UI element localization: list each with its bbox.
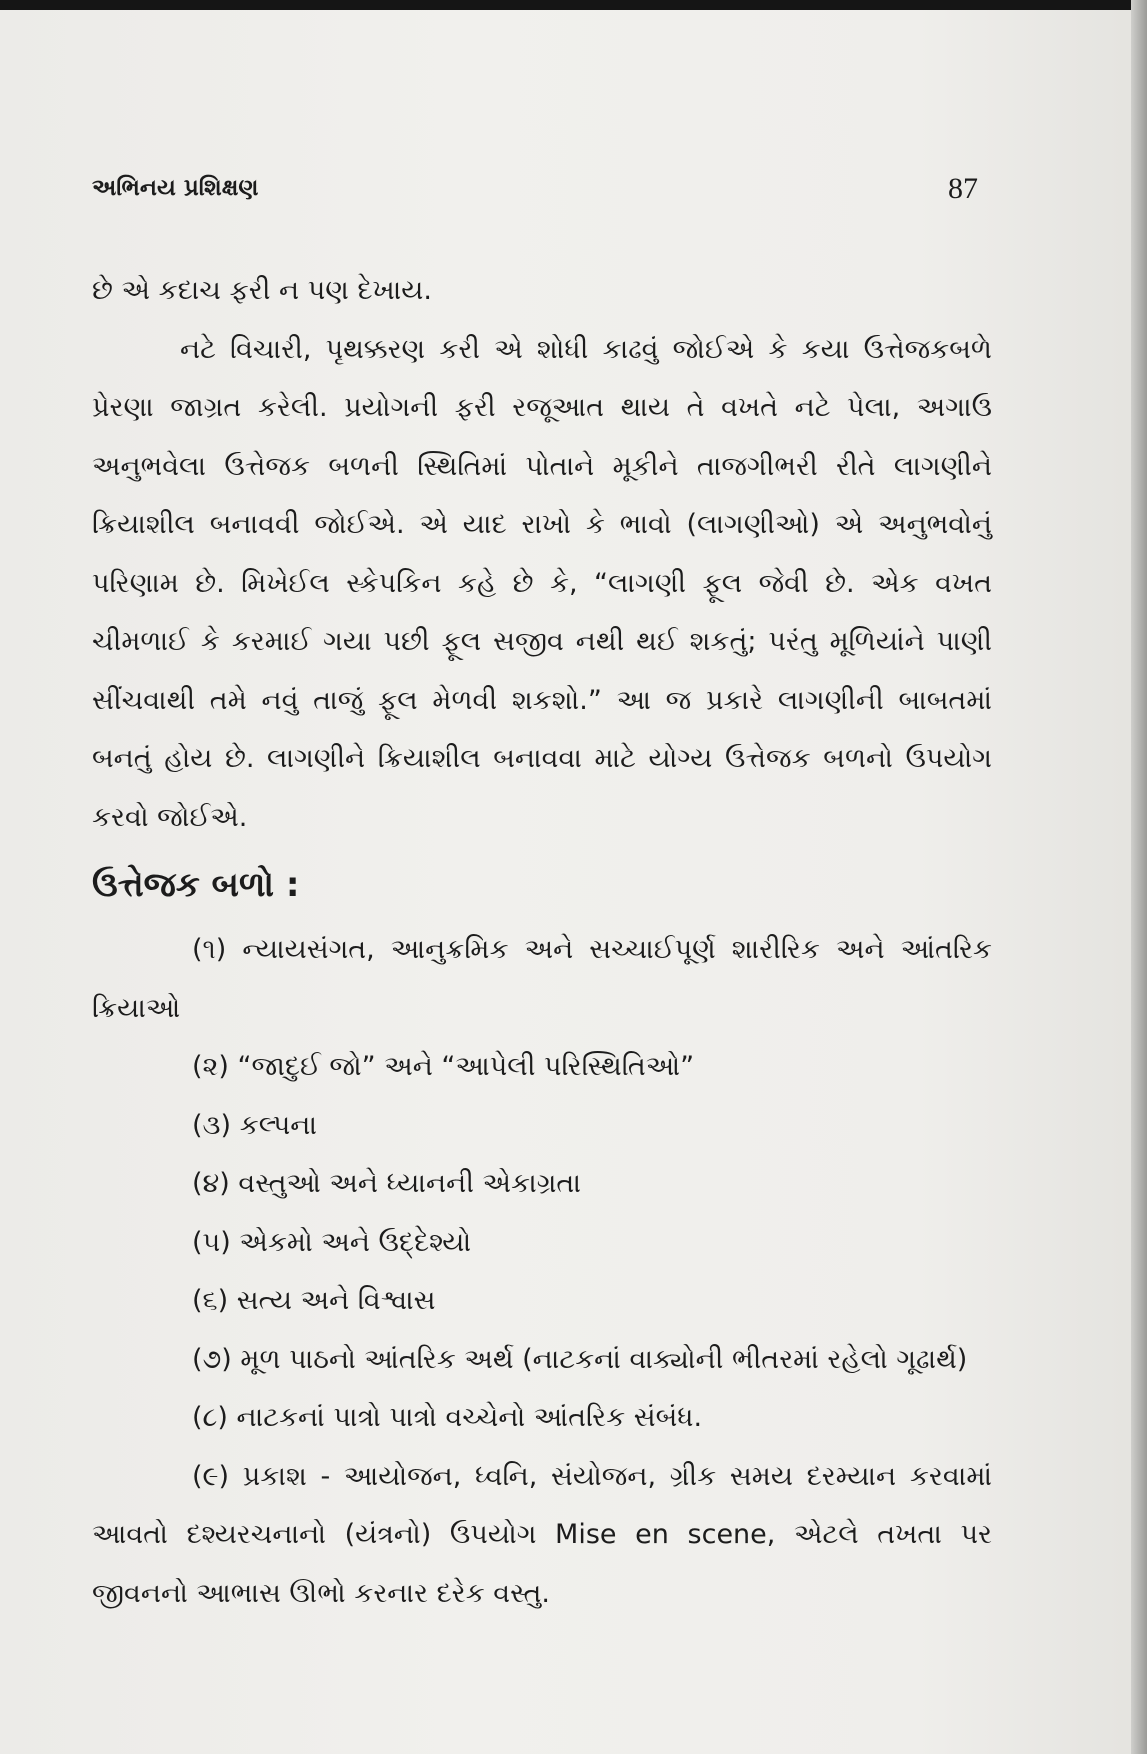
page-right-edge — [1131, 0, 1147, 1754]
list-item-3: (૩) કલ્પના — [192, 1109, 317, 1141]
list-item-8: (૮) નાટકનાં પાત્રો પાત્રો વચ્ચેનો આંતરિક સંબંધ. — [192, 1402, 703, 1433]
page-body — [92, 262, 992, 1623]
list-item-2: (૨) “જાદુઈ જો” અને “આપેલી પરિસ્થિતિઓ” — [192, 1051, 695, 1082]
list-item-6: (૬) સત્ય અને વિશ્વાસ — [192, 1285, 436, 1316]
paragraph-continued: છે એ કદાચ ફરી ન પણ દેખાય. — [92, 275, 432, 306]
paragraph-main: નટે વિચારી, પૃથક્કરણ કરી એ શોધી કાઢવું જોઈએ કે કયા ઉત્તેજકબળે પ્રેરણા જાગ્રત કરેલી. પ્રયોગની ફરી રજૂઆત થાય તે વખતે નટે પેલા, અગાઉ અનુભવેલા ઉત્તેજક બળની સ્થિતિમાં પોતાને મૂકીને તાજગીભરી રીતે લાગણીને ક્રિયાશીલ બનાવવી જોઈએ. એ યાદ રાખો કે ભાવો (લાગણીઓ) એ અનુભવોનું પરિણામ છે. મિખેઈલ સ્કેપકિન કહે છે કે, “લાગણી ફૂલ જેવી છે. એક વખત ચીમળાઈ કે કરમાઈ ગયા પછી ફૂલ સજીવ નથી થઈ શકતું; પરંતુ મૂળિયાંને પાણી સીંચવાથી તમે નવું તાજું ફૂલ મેળવી શકશો.” આ જ પ્રકારે લાગણીની બાબતમાં બનતું હોય છે. લાગણીને ક્રિયાશીલ બનાવવા માટે યોગ્ય ઉત્તેજક બળનો ઉપયોગ કરવો જોઈએ. — [92, 333, 992, 833]
section-heading: ઉત્તેજક બળો : — [92, 865, 300, 905]
page-top-edge — [0, 0, 1147, 10]
list-item-9: (૯) પ્રકાશ - આયોજન, ધ્વનિ, સંયોજન, ગ્રીક સમય દરમ્યાન કરવામાં આવતો દશ્યરચનાનો (યંત્રનો) ઉપયોગ Mise en scene, એટલે તખતા પર જીવનનો આભાસ ઊભો કરનાર દરેક વસ્તુ. — [92, 1460, 992, 1609]
page-number: 87 — [948, 172, 978, 205]
list-item-7: (૭) મૂળ પાઠનો આંતરિક અર્થ (નાટકનાં વાક્યોની ભીતરમાં રહેલો ગૂઢાર્થ) — [192, 1343, 968, 1375]
running-title: અભિનય પ્રશિક્ષણ — [92, 175, 259, 201]
list-item-1: (૧) ન્યાયસંગત, આનુક્રમિક અને સચ્ચાઈપૂર્ણ શારીરિક અને આંતરિક ક્રિયાઓ — [92, 934, 992, 1024]
list-item-4: (૪) વસ્તુઓ અને ધ્યાનની એકાગ્રતા — [192, 1168, 581, 1199]
list-item-5: (૫) એકમો અને ઉદ્દેશ્યો — [192, 1226, 472, 1258]
stimulus-list — [92, 921, 992, 1623]
